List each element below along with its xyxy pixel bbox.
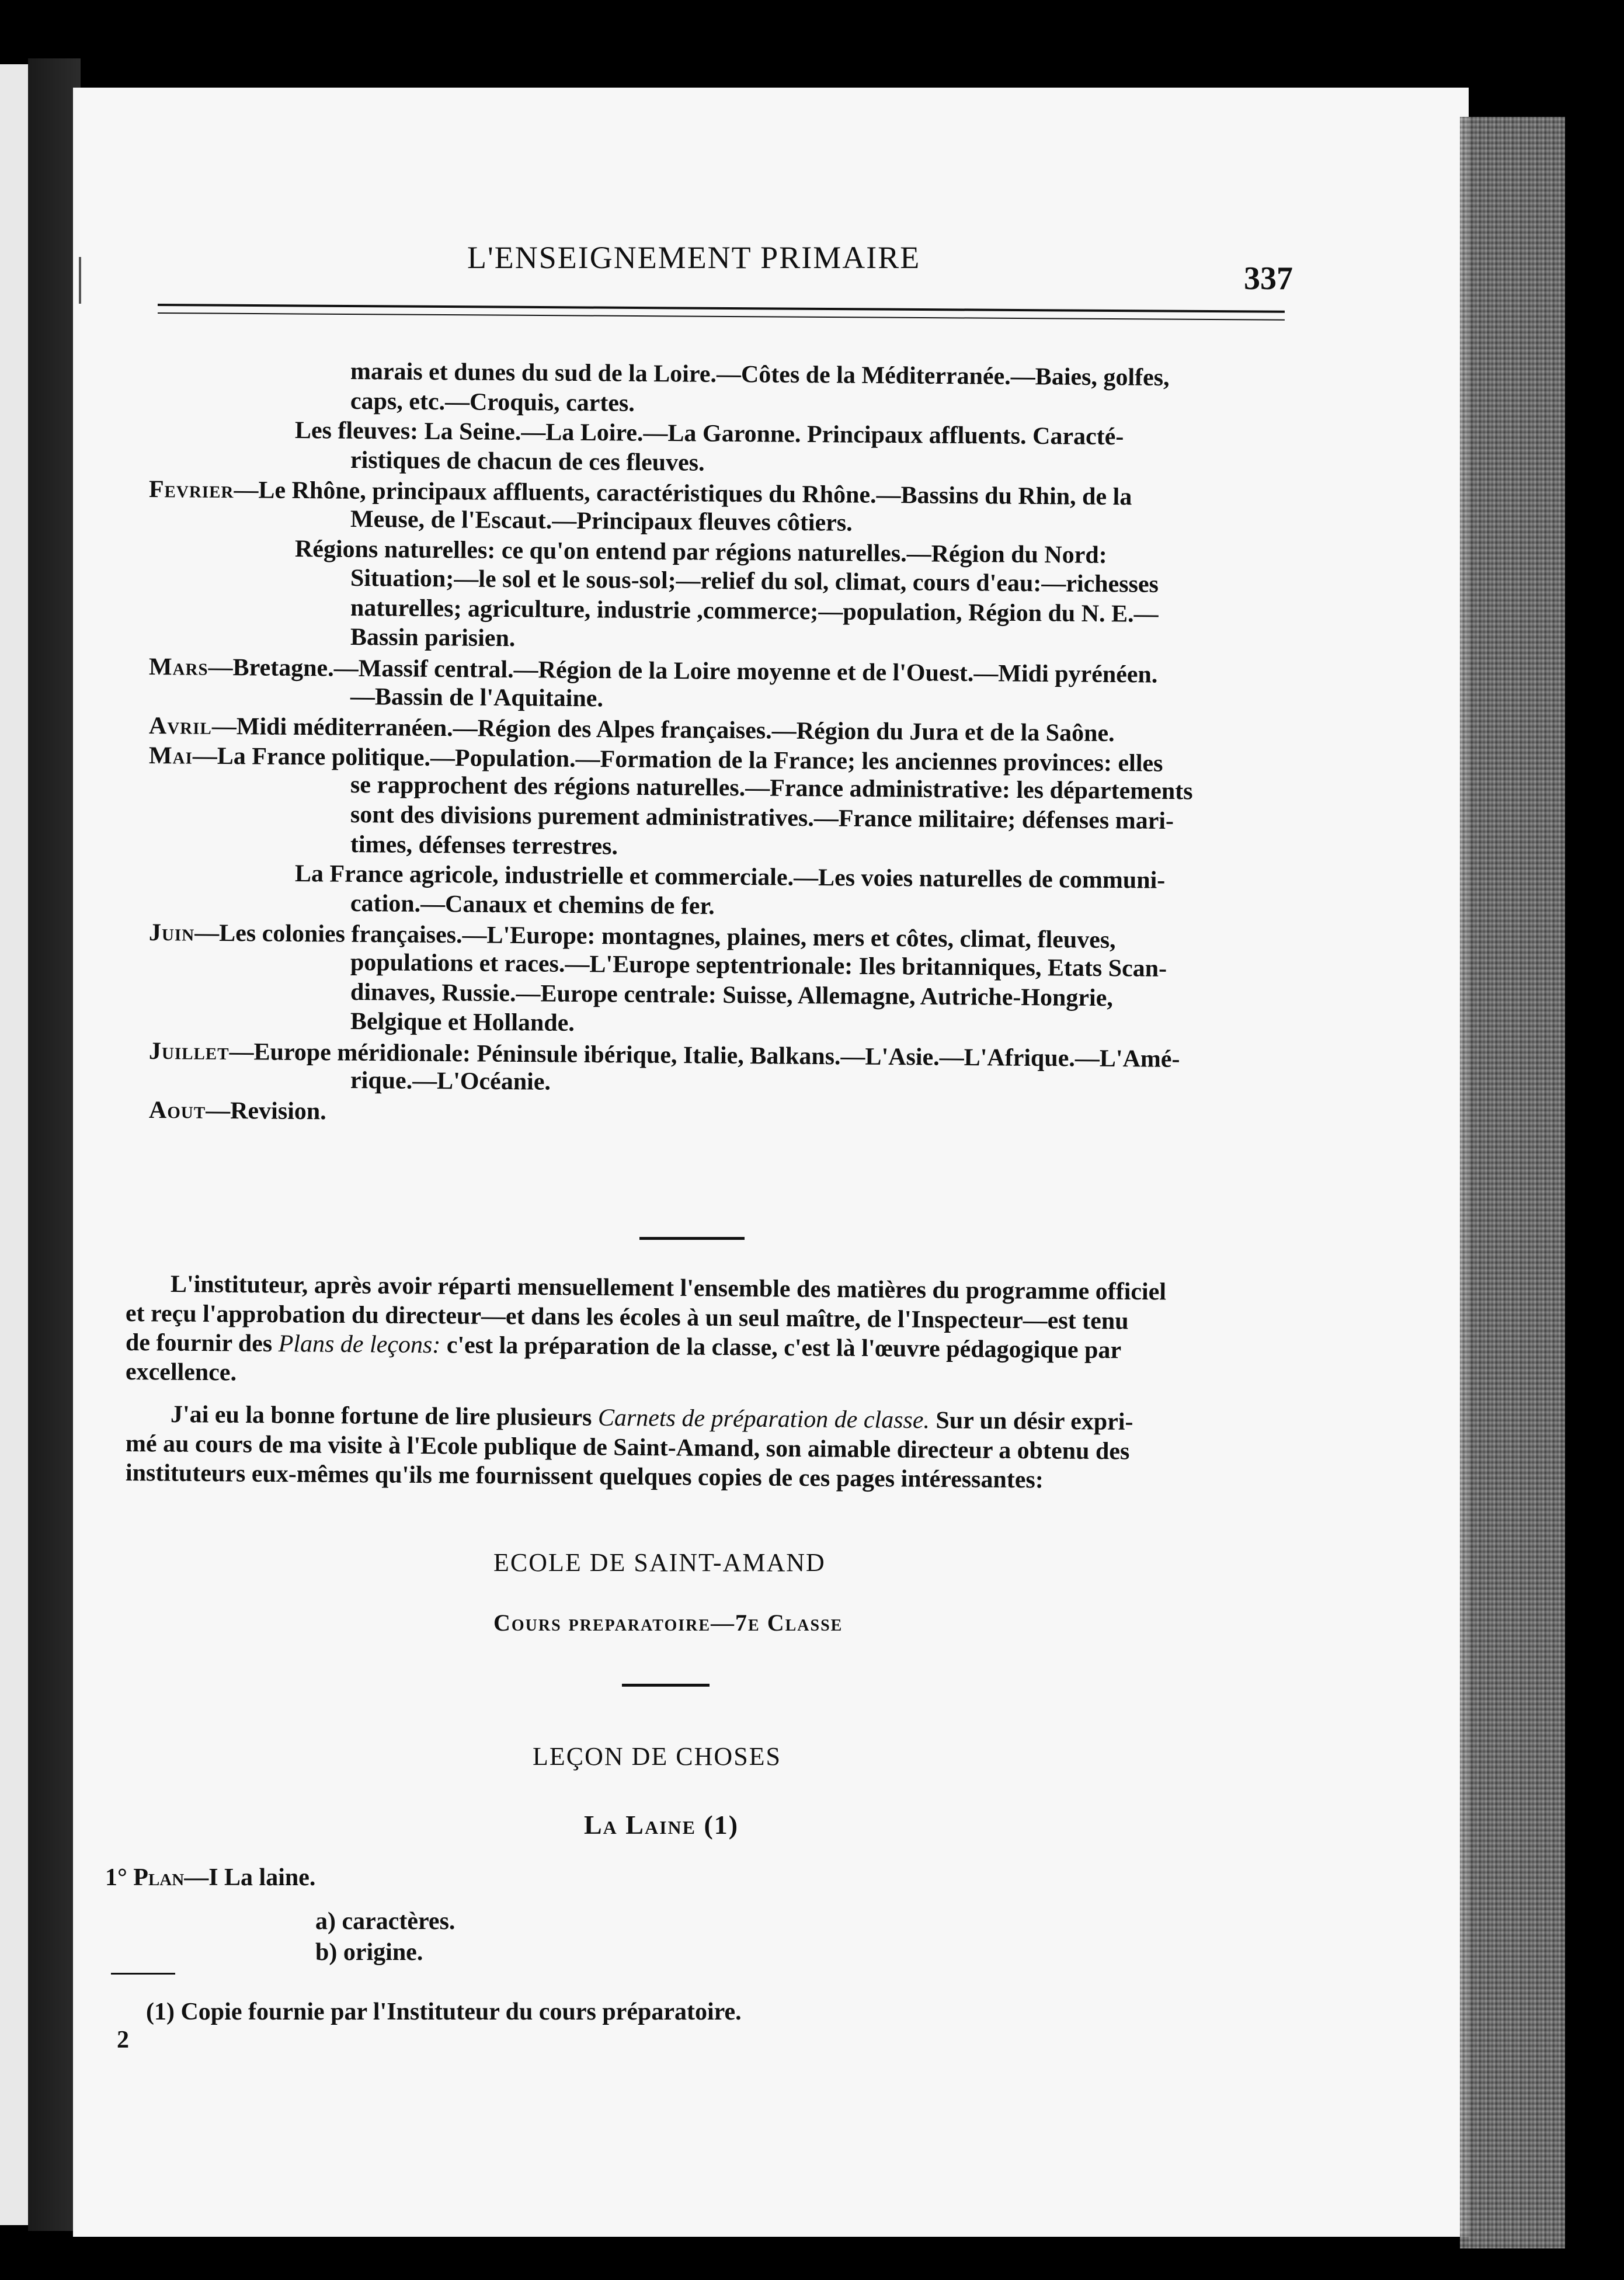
paragraph-line: mé au cours de ma visite à l'Ecole publique de Saint-Amand, son aimable directeur a obtenu des (125, 1430, 1130, 1465)
course-title: Cours preparatoire—7e Classe (493, 1610, 843, 1636)
section-separator (639, 1237, 745, 1240)
schedule-line: marais et dunes du sud de la Loire.—Côtes de la Méditerranée.—Baies, golfes, (350, 358, 1170, 392)
paragraph-line: J'ai eu la bonne fortune de lire plusieurs Carnets de préparation de classe. Sur un désir expri- (170, 1401, 1133, 1436)
schedule-line: caps, etc.—Croquis, cartes. (350, 387, 635, 417)
schedule-line: Mars—Bretagne.—Massif central.—Région de la Loire moyenne et de l'Ouest.—Midi pyrénéen. (148, 654, 1158, 689)
schedule-line: sont des divisions purement administratives.—France militaire; défenses mari- (350, 801, 1174, 835)
schedule-line: Les fleuves: La Seine.—La Loire.—La Garonne. Principaux affluents. Caracté- (294, 417, 1124, 451)
schedule-line: Régions naturelles: ce qu'on entend par régions naturelles.—Région du Nord: (294, 535, 1107, 569)
schedule-line: Meuse, de l'Escaut.—Principaux fleuves côtiers. (350, 506, 853, 537)
subject-title: La Laine (1) (584, 1810, 739, 1840)
signature-mark: 2 (117, 2027, 129, 2053)
month-label: Fevrier (148, 476, 234, 504)
paragraph-line: excellence. (125, 1358, 237, 1386)
footnote: (1) Copie fournie par l'Instituteur du cours préparatoire. (146, 1999, 742, 2025)
month-label: Avril (148, 712, 213, 741)
plan-item-b: b) origine. (315, 1939, 423, 1966)
month-label: Aout (148, 1097, 206, 1124)
schedule-line: Juillet—Europe méridionale: Péninsule ibérique, Italie, Balkans.—L'Asie.—L'Afrique.—L'Amé- (148, 1037, 1180, 1073)
schedule-line: naturelles; agriculture, industrie ,commerce;—population, Région du N. E.— (350, 594, 1159, 628)
plan-heading: 1° Plan—I La laine. (105, 1864, 316, 1891)
footnote-rule (111, 1973, 175, 1975)
schedule-line: se rapprochent des régions naturelles.—France administrative: les départements (350, 771, 1193, 805)
schedule-line: rique.—L'Océanie. (350, 1067, 551, 1096)
paragraph-line: de fournir des Plans de leçons: c'est la préparation de la classe, c'est là l'œuvre pédagogique par (125, 1329, 1122, 1364)
schedule-line: Fevrier—Le Rhône, principaux affluents, caractéristiques du Rhône.—Bassins du Rhin, de la (148, 476, 1132, 511)
month-label: Juin (148, 919, 195, 947)
page-number: 337 (1244, 260, 1293, 297)
left-page-edge (0, 64, 28, 2225)
month-label: Mai (148, 742, 193, 770)
schedule-line: Aout—Revision. (148, 1097, 326, 1125)
plan-item-a: a) caractères. (315, 1908, 455, 1935)
schedule-line: Avril—Midi méditerranéen.—Région des Alpes françaises.—Région du Jura et de la Saône. (148, 712, 1115, 748)
lesson-title: LEÇON DE CHOSES (533, 1742, 782, 1771)
school-title: ECOLE DE SAINT-AMAND (493, 1548, 826, 1577)
schedule-line: populations et races.—L'Europe septentrionale: Iles britanniques, Etats Scan- (350, 949, 1167, 982)
month-label: Mars (148, 654, 208, 681)
schedule-line: Mai—La France politique.—Population.—Formation de la France; les anciennes provinces: elles (148, 742, 1163, 777)
section-separator-2 (622, 1684, 710, 1687)
schedule-line: Situation;—le sol et le sous-sol;—relief du sol, climat, cours d'eau:—richesses (350, 565, 1159, 599)
schedule-line: Belgique et Hollande. (350, 1008, 575, 1037)
paragraph-line: L'instituteur, après avoir réparti mensuellement l'ensemble des matières du programme officiel (170, 1271, 1167, 1306)
month-label: Juillet (148, 1037, 229, 1065)
page (73, 88, 1469, 2237)
schedule-line: times, défenses terrestres. (350, 830, 618, 860)
schedule-line: La France agricole, industrielle et commerciale.—Les voies naturelles de communi- (294, 860, 1166, 894)
schedule-line: dinaves, Russie.—Europe centrale: Suisse, Allemagne, Autriche-Hongrie, (350, 978, 1113, 1012)
paragraph-line: et reçu l'approbation du directeur—et dans les écoles à un seul maître, de l'Inspecteur—est tenu (125, 1300, 1129, 1335)
running-header: L'ENSEIGNEMENT PRIMAIRE (467, 240, 921, 275)
schedule-line: Juin—Les colonies françaises.—L'Europe: montagnes, plaines, mers et côtes, climat, fleuves, (148, 919, 1116, 954)
schedule-line: cation.—Canaux et chemins de fer. (350, 889, 715, 920)
schedule-line: —Bassin de l'Aquitaine. (350, 683, 604, 712)
schedule-line: Bassin parisien. (350, 624, 516, 652)
schedule-line: ristiques de chacun de ces fleuves. (350, 446, 705, 477)
paragraph-line: instituteurs eux-mêmes qu'ils me fournissent quelques copies de ces pages intéressantes: (125, 1459, 1044, 1494)
